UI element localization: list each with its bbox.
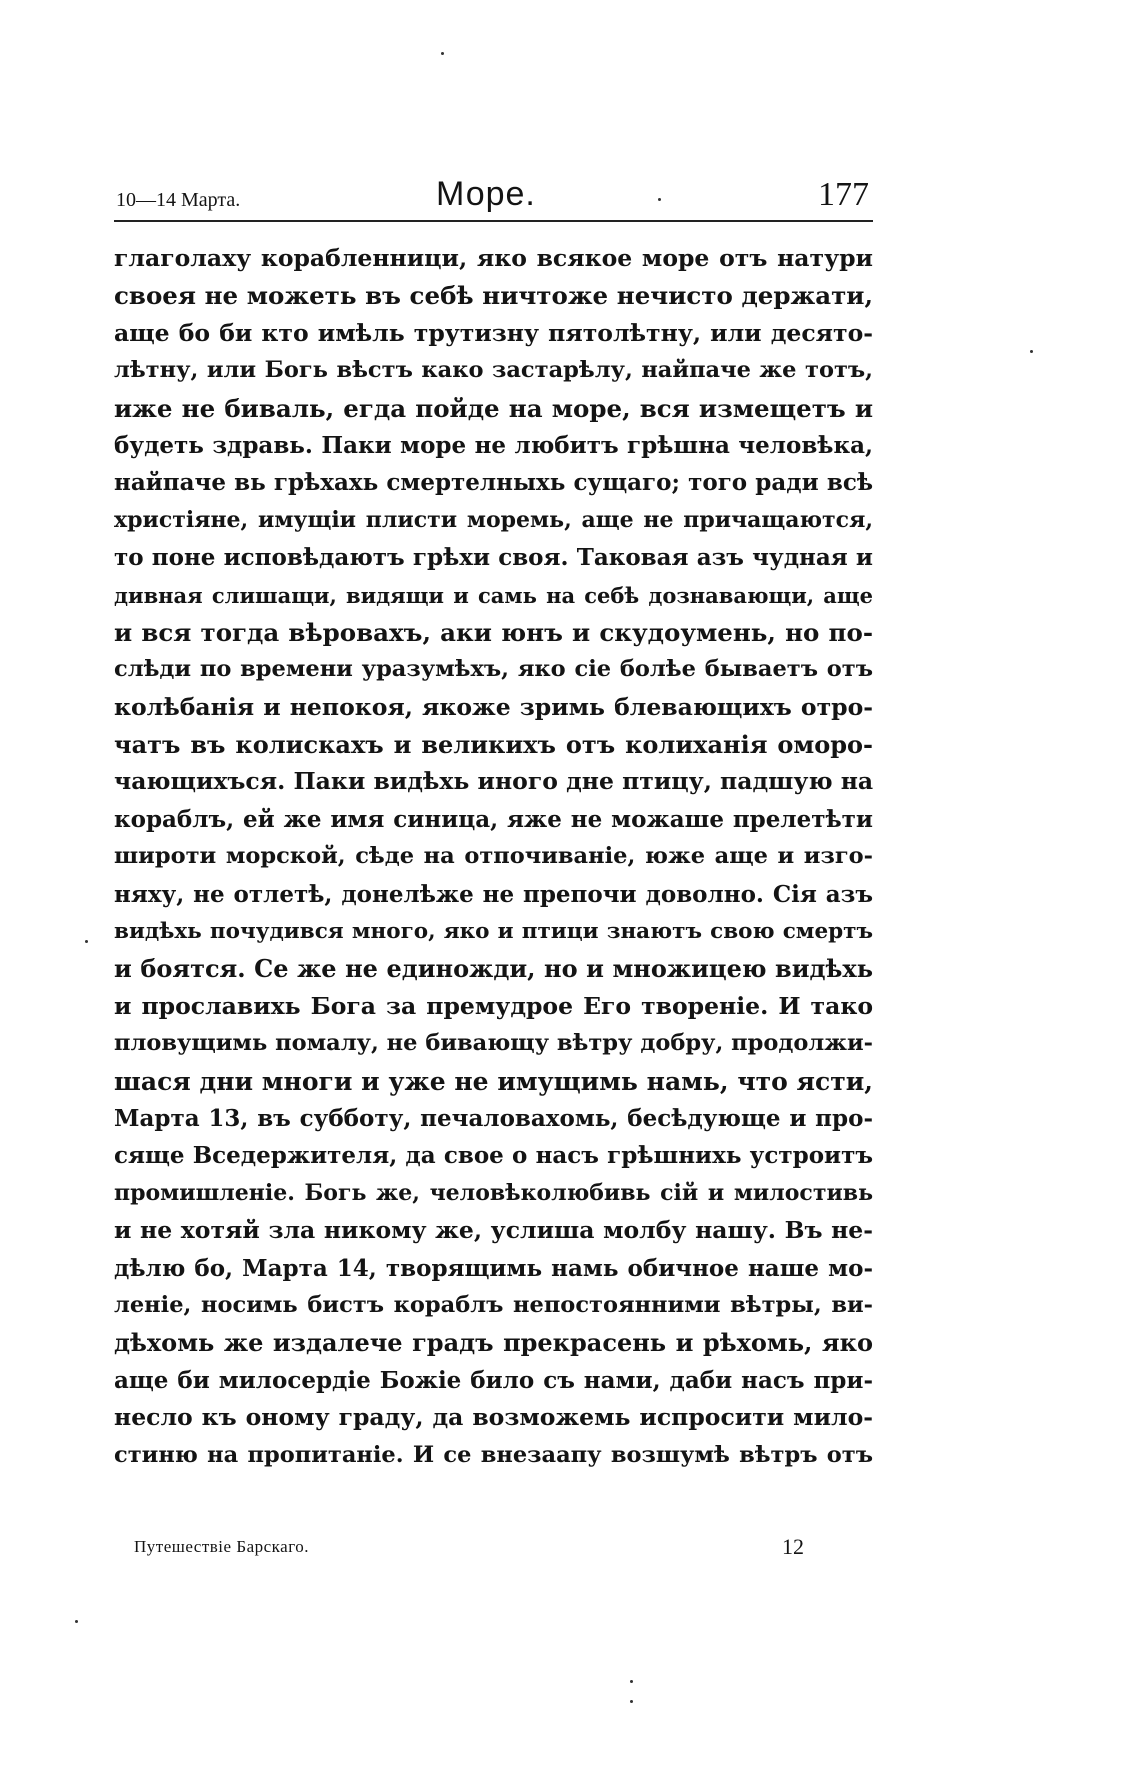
- footer-book-title: Путешествіе Барскаго.: [134, 1537, 310, 1556]
- text-line: колѣбанія и непокоя, якоже зримь блевающихъ отро-: [114, 692, 873, 721]
- text-line: кораблъ, ей же имя синица, яже не можаше прелетѣти: [114, 805, 873, 833]
- text-line: промишленіе. Богь же, человѣколюбивь сій и милостивь: [114, 1179, 873, 1206]
- text-line: аще бо би кто имѣль трутизну пятолѣтну, или десято-: [114, 318, 873, 347]
- text-line: дѣлю бо, Марта 14, творящимь намь обичное наше мо-: [114, 1254, 873, 1282]
- scan-speck: [1030, 350, 1033, 353]
- running-header: [114, 168, 873, 222]
- text-line: Марта 13, въ субботу, печаловахомь, бесѣдующе и про-: [114, 1104, 873, 1132]
- text-line: сяще Вседержителя, да свое о насъ грѣшнихь устроитъ: [114, 1142, 873, 1170]
- text-line: слѣди по времени уразумѣхъ, яко сіе болѣе бываетъ отъ: [114, 656, 873, 683]
- text-line: и не хотяй зла никому же, услиша молбу нашу. Въ не-: [114, 1216, 873, 1245]
- scan-speck: [630, 1680, 633, 1683]
- text-line: чающихъся. Паки видѣхь иного дне птицу, падшую на: [114, 767, 873, 796]
- text-line: стиню на пропитаніе. И се внезаапу возшумѣ вѣтръ отъ: [114, 1441, 873, 1468]
- scan-speck: [630, 1700, 633, 1703]
- text-line: будеть здравь. Паки море не любитъ грѣшна человѣка,: [114, 431, 873, 459]
- text-line: чатъ въ колискахъ и великихъ отъ колиханія оморо-: [114, 730, 873, 760]
- text-line: христіяне, имущіи плисти моремь, аще не причащаются,: [114, 506, 873, 533]
- header-date-range: 10—14 Марта.: [116, 189, 241, 211]
- text-line: и прославихь Бога за премудрое Его твореніе. И тако: [114, 991, 873, 1020]
- text-line: шася дни многи и уже не имущимь намь, что ясти,: [114, 1066, 873, 1096]
- footer: [134, 1534, 814, 1567]
- text-line: няху, не отлетѣ, донелѣже не препочи доволно. Сія азъ: [114, 880, 873, 908]
- text-line: несло къ оному граду, да возможемь испросити мило-: [114, 1403, 873, 1432]
- text-line: и вся тогда вѣровахъ, аки юнъ и скудоумень, но по-: [114, 617, 873, 647]
- text-line: леніе, носимь бистъ кораблъ непостоянними вѣтры, ви-: [114, 1291, 873, 1318]
- text-line: своея не можеть въ себѣ ничтоже нечисто держати,: [114, 281, 873, 311]
- text-line: глаголаху корабленници, яко всякое море отъ натури: [114, 244, 873, 272]
- text-line: лѣтну, или Богь вѣстъ како застарѣлу, найпаче же тотъ,: [114, 357, 873, 384]
- text-line: то поне исповѣдаютъ грѣхи своя. Таковая азъ чудная и: [114, 544, 873, 572]
- text-line: видѣхь почудився много, яко и птици знаютъ свою смертъ: [114, 919, 873, 945]
- signature-mark: 12: [782, 1534, 804, 1559]
- text-line: пловущимь помалу, не бивающу вѣтру добру, продолжи-: [114, 1030, 873, 1057]
- page-number: 177: [818, 176, 869, 213]
- text-line: иже не биваль, егда пойде на море, вся измещетъ и: [114, 393, 873, 423]
- text-line: широти морской, сѣде на отпочиваніе, юже аще и изго-: [114, 843, 873, 870]
- text-line: дѣхомь же издалече градъ прекрасень и рѣхомь, яко: [114, 1328, 873, 1358]
- header-title: Море.: [436, 175, 536, 213]
- scan-speck: [75, 1620, 78, 1623]
- scan-speck: [658, 198, 661, 201]
- scan-speck: [85, 940, 88, 943]
- scan-speck: [441, 52, 444, 55]
- text-line: аще би милосердіе Божіе било съ нами, даби насъ при-: [114, 1366, 873, 1394]
- text-line: найпаче вь грѣхахь смертелныхь сущаго; того ради всѣ: [114, 469, 873, 497]
- text-line: и боятся. Се же не единожди, но и множицею видѣхь: [114, 954, 873, 984]
- body-text: [114, 240, 873, 1474]
- text-line: дивная слишащи, видящи и самь на себѣ дознавающи, аще: [114, 582, 873, 608]
